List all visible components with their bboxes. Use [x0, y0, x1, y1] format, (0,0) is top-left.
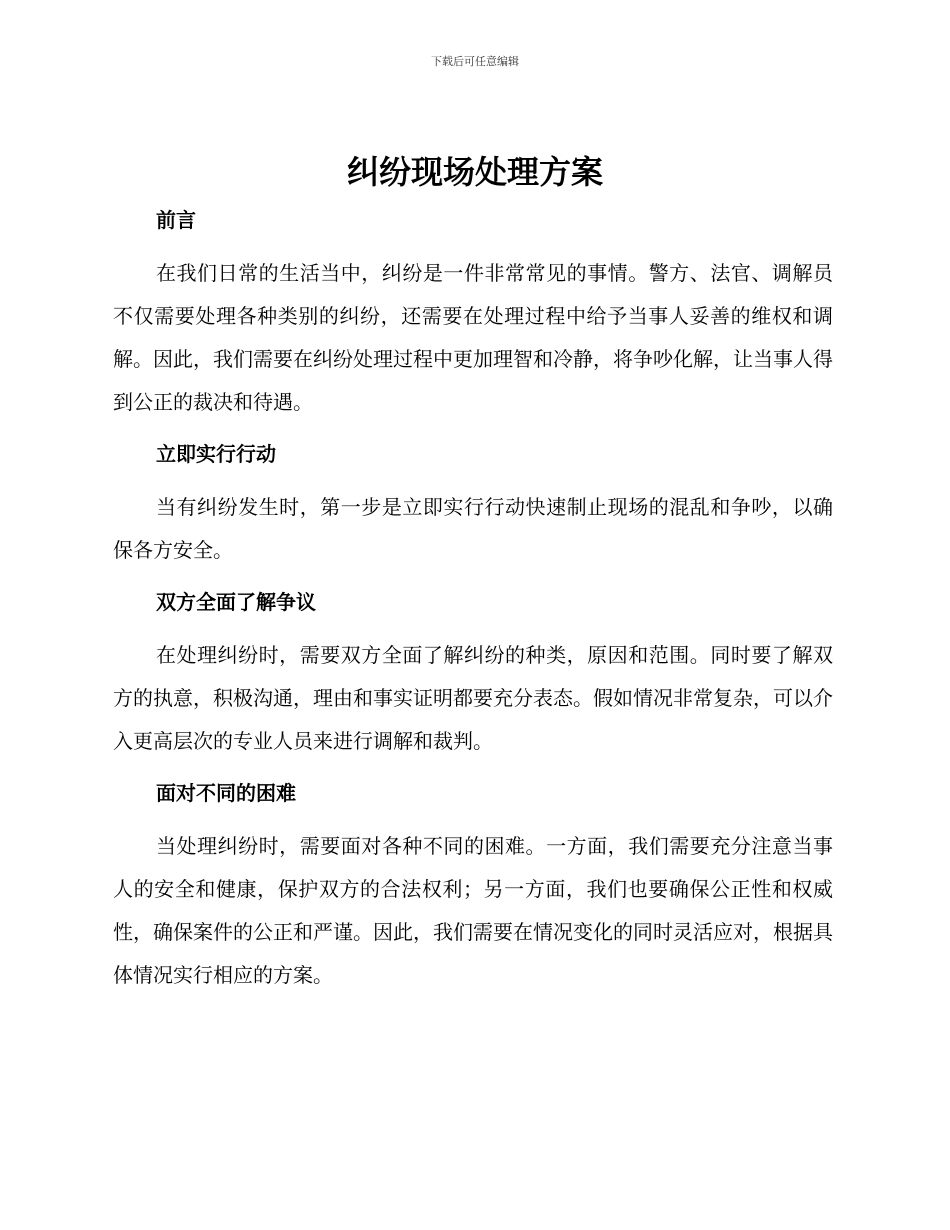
section-paragraph-preface: 在我们日常的生活当中，纠纷是一件非常常见的事情。警方、法官、调解员不仅需要处理各种类别的纠纷，还需要在处理过程中给予当事人妥善的维权和调解。因此，我们需要在纠纷处理过程中更加理智和冷静，将争吵化解，让当事人得到公正的裁决和待遇。 — [113, 261, 833, 414]
document-body — [113, 198, 833, 997]
document-title: 纠纷现场处理方案 — [346, 153, 603, 191]
section-paragraph-immediate-action: 当有纠纷发生时，第一步是立即实行行动快速制止现场的混乱和争吵，以确保各方安全。 — [113, 495, 833, 562]
section-paragraph-understand-dispute: 在处理纠纷时，需要双方全面了解纠纷的种类，原因和范围。同时要了解双方的执意，积极沟通，理由和事实证明都要充分表态。假如情况非常复杂，可以介入更高层次的专业人员来进行调解和裁判。 — [113, 643, 833, 753]
section-paragraph-difficulties: 当处理纠纷时，需要面对各种不同的困难。一方面，我们需要充分注意当事人的安全和健康，保护双方的合法权利；另一方面，我们也要确保公正性和权威性，确保案件的公正和严谨。因此，我们需要在情况变化的同时灵活应对，根据具体情况实行相应的方案。 — [113, 834, 833, 987]
section-heading-preface: 前言 — [156, 208, 196, 232]
section-heading-difficulties: 面对不同的困难 — [156, 781, 296, 805]
header-note: 下载后可任意编辑 — [431, 55, 519, 68]
section-heading-immediate-action: 立即实行行动 — [156, 442, 276, 466]
section-heading-understand-dispute: 双方全面了解争议 — [156, 590, 316, 614]
